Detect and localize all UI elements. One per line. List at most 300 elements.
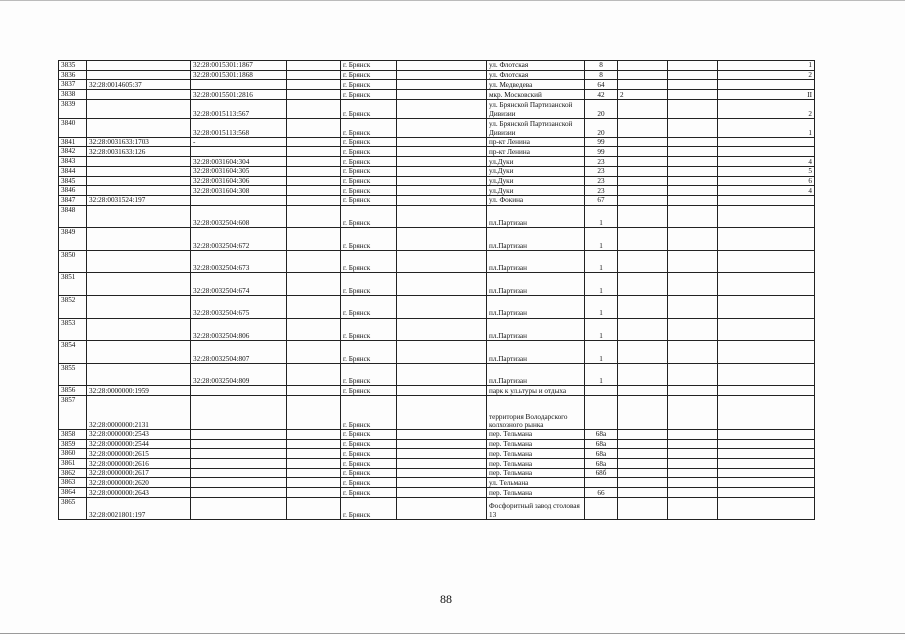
cell-a: 32:28:0000000:2643 — [87, 488, 191, 498]
cell-c — [287, 497, 341, 519]
table-row — [59, 118, 815, 137]
cell-c — [287, 186, 341, 196]
cell-e — [397, 488, 487, 498]
cell-i — [668, 186, 718, 196]
cell-j — [718, 147, 815, 157]
cell-g: 23 — [585, 166, 618, 176]
cell-h — [618, 318, 668, 341]
cell-i — [668, 195, 718, 205]
cell-n: 3843 — [59, 157, 87, 167]
cell-b — [191, 459, 287, 469]
cell-i — [668, 449, 718, 459]
cell-i — [668, 439, 718, 449]
cell-i — [668, 157, 718, 167]
cell-b — [191, 488, 287, 498]
table-row — [59, 61, 815, 71]
cell-h — [618, 386, 668, 396]
table-row — [59, 478, 815, 488]
cell-h — [618, 273, 668, 296]
cell-e — [397, 166, 487, 176]
table-row — [59, 363, 815, 386]
table-row — [59, 250, 815, 273]
table-row — [59, 70, 815, 80]
cell-e — [397, 157, 487, 167]
cell-j — [718, 468, 815, 478]
cell-c — [287, 157, 341, 167]
cell-h — [618, 166, 668, 176]
cell-b — [191, 147, 287, 157]
table-row — [59, 99, 815, 118]
cell-f: мкр. Московский — [487, 90, 585, 100]
cell-f: ул. Флотская — [487, 61, 585, 71]
cell-c — [287, 478, 341, 488]
cell-j — [718, 459, 815, 469]
cell-e — [397, 430, 487, 440]
cell-g: 8 — [585, 61, 618, 71]
cell-j — [718, 318, 815, 341]
cell-f: пл.Партизан — [487, 363, 585, 386]
cell-i — [668, 147, 718, 157]
cell-b: 32:28:0032504:809 — [191, 363, 287, 386]
cell-a — [87, 61, 191, 71]
cell-g: 1 — [585, 205, 618, 228]
cell-a — [87, 318, 191, 341]
cell-h — [618, 195, 668, 205]
cell-d: г. Брянск — [341, 186, 397, 196]
cell-j — [718, 363, 815, 386]
cell-i — [668, 295, 718, 318]
cell-i — [668, 228, 718, 251]
register-body — [59, 61, 815, 520]
cell-b: 32:28:0031604:305 — [191, 166, 287, 176]
cell-f: пр-кт Ленина — [487, 137, 585, 147]
cell-n: 3854 — [59, 341, 87, 364]
table-row — [59, 386, 815, 396]
cell-e — [397, 468, 487, 478]
cell-c — [287, 250, 341, 273]
cell-j: 2 — [718, 70, 815, 80]
table-row — [59, 439, 815, 449]
cell-d: г. Брянск — [341, 90, 397, 100]
cell-g: 23 — [585, 157, 618, 167]
cell-f: пер. Тельмана — [487, 439, 585, 449]
cell-c — [287, 459, 341, 469]
cell-h — [618, 396, 668, 430]
cell-a: 32:28:0000000:2617 — [87, 468, 191, 478]
cell-f: ул.Дуки — [487, 176, 585, 186]
table-row — [59, 176, 815, 186]
cell-c — [287, 99, 341, 118]
cell-b — [191, 195, 287, 205]
cell-j: II — [718, 90, 815, 100]
cell-g — [585, 478, 618, 488]
cell-h — [618, 468, 668, 478]
cell-g — [585, 497, 618, 519]
cell-h — [618, 157, 668, 167]
cell-i — [668, 430, 718, 440]
cell-c — [287, 439, 341, 449]
cell-n: 3842 — [59, 147, 87, 157]
cell-g: 67 — [585, 195, 618, 205]
cell-d: г. Брянск — [341, 70, 397, 80]
cell-d: г. Брянск — [341, 99, 397, 118]
cell-b: 32:28:0032504:807 — [191, 341, 287, 364]
cell-n: 3851 — [59, 273, 87, 296]
cell-a: 32:28:0031633:126 — [87, 147, 191, 157]
cell-b — [191, 430, 287, 440]
cell-n: 3847 — [59, 195, 87, 205]
cell-b — [191, 449, 287, 459]
cell-e — [397, 137, 487, 147]
cell-f: пл.Партизан — [487, 228, 585, 251]
cell-i — [668, 497, 718, 519]
cell-f: пер. Тельмана — [487, 459, 585, 469]
cell-i — [668, 137, 718, 147]
cell-f: ул. Медведева — [487, 80, 585, 90]
cell-n: 3839 — [59, 99, 87, 118]
cell-i — [668, 363, 718, 386]
cell-c — [287, 273, 341, 296]
cell-d: г. Брянск — [341, 250, 397, 273]
cell-e — [397, 449, 487, 459]
cell-b: 32:28:0015301:1867 — [191, 61, 287, 71]
cell-i — [668, 205, 718, 228]
cell-c — [287, 205, 341, 228]
cell-f: пл.Партизан — [487, 205, 585, 228]
cell-n: 3835 — [59, 61, 87, 71]
cell-b — [191, 386, 287, 396]
cell-g: 68б — [585, 468, 618, 478]
cell-c — [287, 341, 341, 364]
table-row — [59, 449, 815, 459]
cell-e — [397, 147, 487, 157]
cell-b: 32:28:0032504:806 — [191, 318, 287, 341]
cell-i — [668, 70, 718, 80]
cell-a — [87, 250, 191, 273]
cell-e — [397, 70, 487, 80]
cell-j — [718, 430, 815, 440]
cell-h — [618, 176, 668, 186]
cell-h — [618, 70, 668, 80]
cell-n: 3859 — [59, 439, 87, 449]
scan-edge-bottom — [0, 633, 905, 634]
cell-c — [287, 363, 341, 386]
cell-b: 32:28:0031604:306 — [191, 176, 287, 186]
table-row — [59, 468, 815, 478]
cell-g: 20 — [585, 99, 618, 118]
cell-h — [618, 80, 668, 90]
cell-a: 32:28:0000000:2543 — [87, 430, 191, 440]
cell-d: г. Брянск — [341, 80, 397, 90]
cell-b — [191, 468, 287, 478]
cell-h — [618, 147, 668, 157]
cell-b: 32:28:0032504:672 — [191, 228, 287, 251]
cell-d: г. Брянск — [341, 195, 397, 205]
cell-c — [287, 118, 341, 137]
cell-n: 3861 — [59, 459, 87, 469]
table-row — [59, 497, 815, 519]
cell-i — [668, 176, 718, 186]
cell-d: г. Брянск — [341, 363, 397, 386]
cell-e — [397, 90, 487, 100]
cell-e — [397, 176, 487, 186]
cell-b — [191, 439, 287, 449]
cell-b: 32:28:0032504:608 — [191, 205, 287, 228]
cell-h — [618, 186, 668, 196]
cell-d: г. Брянск — [341, 396, 397, 430]
table-row — [59, 228, 815, 251]
cell-g: 1 — [585, 363, 618, 386]
table-row — [59, 273, 815, 296]
table-row — [59, 80, 815, 90]
table-row — [59, 166, 815, 176]
cell-n: 3844 — [59, 166, 87, 176]
cell-a — [87, 363, 191, 386]
cell-i — [668, 99, 718, 118]
cell-f: пл.Партизан — [487, 250, 585, 273]
cell-b — [191, 80, 287, 90]
table-row — [59, 90, 815, 100]
cell-e — [397, 318, 487, 341]
cell-a: 32:28:0000000:2616 — [87, 459, 191, 469]
cell-f: ул. Брянской Партизанской Дивизии — [487, 99, 585, 118]
cell-e — [397, 396, 487, 430]
cell-f: пер. Тельмана — [487, 488, 585, 498]
cell-b: 32:28:0032504:674 — [191, 273, 287, 296]
cell-h — [618, 250, 668, 273]
cell-i — [668, 468, 718, 478]
cell-f: ул.Дуки — [487, 186, 585, 196]
cell-i — [668, 273, 718, 296]
cell-g: 20 — [585, 118, 618, 137]
cell-b: 32:28:0031604:308 — [191, 186, 287, 196]
cell-d: г. Брянск — [341, 430, 397, 440]
cell-i — [668, 386, 718, 396]
cell-g: 23 — [585, 176, 618, 186]
cell-d: г. Брянск — [341, 273, 397, 296]
cell-a: 32:28:0021801:197 — [87, 497, 191, 519]
cell-e — [397, 439, 487, 449]
cell-j — [718, 449, 815, 459]
cell-d: г. Брянск — [341, 137, 397, 147]
cell-e — [397, 186, 487, 196]
table-row — [59, 295, 815, 318]
cell-d: г. Брянск — [341, 157, 397, 167]
cell-d: г. Брянск — [341, 386, 397, 396]
cell-h — [618, 449, 668, 459]
cell-d: г. Брянск — [341, 497, 397, 519]
cell-h — [618, 118, 668, 137]
cell-h — [618, 488, 668, 498]
cell-a — [87, 186, 191, 196]
cell-j: 4 — [718, 157, 815, 167]
cell-n: 3855 — [59, 363, 87, 386]
cell-d: г. Брянск — [341, 176, 397, 186]
cell-j: 6 — [718, 176, 815, 186]
cell-a — [87, 99, 191, 118]
cell-h — [618, 228, 668, 251]
table-row — [59, 318, 815, 341]
cell-h — [618, 478, 668, 488]
cell-b: 32:28:0015301:1868 — [191, 70, 287, 80]
cell-a: 32:28:0000000:1959 — [87, 386, 191, 396]
cell-n: 3863 — [59, 478, 87, 488]
cell-d: г. Брянск — [341, 318, 397, 341]
cell-a — [87, 228, 191, 251]
cell-h — [618, 61, 668, 71]
cell-b: 32:28:0032504:673 — [191, 250, 287, 273]
cell-e — [397, 99, 487, 118]
cell-c — [287, 137, 341, 147]
cell-f: пл.Партизан — [487, 318, 585, 341]
cell-g: 68а — [585, 439, 618, 449]
cell-b: 32:28:0031604:304 — [191, 157, 287, 167]
cell-n: 3864 — [59, 488, 87, 498]
cell-c — [287, 488, 341, 498]
table-row — [59, 205, 815, 228]
cell-j — [718, 273, 815, 296]
cell-i — [668, 459, 718, 469]
table-row — [59, 430, 815, 440]
cell-i — [668, 250, 718, 273]
cell-g: 64 — [585, 80, 618, 90]
cell-d: г. Брянск — [341, 166, 397, 176]
cell-n: 3853 — [59, 318, 87, 341]
cell-n: 3837 — [59, 80, 87, 90]
cell-c — [287, 80, 341, 90]
cell-n: 3836 — [59, 70, 87, 80]
cell-h — [618, 430, 668, 440]
table-row — [59, 147, 815, 157]
cell-f: пер. Тельмана — [487, 430, 585, 440]
cell-g: 1 — [585, 295, 618, 318]
cell-e — [397, 80, 487, 90]
cell-g: 1 — [585, 341, 618, 364]
cell-a — [87, 70, 191, 80]
cell-c — [287, 430, 341, 440]
cell-d: г. Брянск — [341, 228, 397, 251]
cell-c — [287, 147, 341, 157]
cell-c — [287, 396, 341, 430]
cell-h — [618, 341, 668, 364]
cell-c — [287, 195, 341, 205]
cell-h — [618, 439, 668, 449]
cell-g — [585, 396, 618, 430]
cell-d: г. Брянск — [341, 478, 397, 488]
cell-a: 32:28:0000000:2620 — [87, 478, 191, 488]
cell-n: 3860 — [59, 449, 87, 459]
cell-c — [287, 61, 341, 71]
cell-n: 3865 — [59, 497, 87, 519]
cell-f: пл.Партизан — [487, 295, 585, 318]
cell-j — [718, 228, 815, 251]
cell-n: 3852 — [59, 295, 87, 318]
cell-e — [397, 61, 487, 71]
cell-j — [718, 396, 815, 430]
cell-g — [585, 386, 618, 396]
cell-g: 68а — [585, 430, 618, 440]
cell-g: 1 — [585, 250, 618, 273]
cell-n: 3862 — [59, 468, 87, 478]
cell-j: 1 — [718, 118, 815, 137]
cell-n: 3849 — [59, 228, 87, 251]
cell-c — [287, 70, 341, 80]
cell-n: 3848 — [59, 205, 87, 228]
cell-j — [718, 386, 815, 396]
cell-d: г. Брянск — [341, 488, 397, 498]
cell-a — [87, 273, 191, 296]
cell-f: Фосфоритный завод столовая 13 — [487, 497, 585, 519]
table-row — [59, 396, 815, 430]
cell-i — [668, 478, 718, 488]
cell-j: 4 — [718, 186, 815, 196]
cell-f: парк к ул.ьтуры и отдыха — [487, 386, 585, 396]
cell-f: ул. Брянской Партизанской Дивизии — [487, 118, 585, 137]
cell-e — [397, 341, 487, 364]
cell-j — [718, 488, 815, 498]
cell-e — [397, 363, 487, 386]
cell-e — [397, 118, 487, 137]
cell-j — [718, 205, 815, 228]
cell-j — [718, 80, 815, 90]
property-register-table — [58, 60, 815, 520]
cell-g: 8 — [585, 70, 618, 80]
cell-i — [668, 396, 718, 430]
cell-n: 3857 — [59, 396, 87, 430]
cell-g: 1 — [585, 228, 618, 251]
cell-f: территория Володарского колхозного рынка — [487, 396, 585, 430]
cell-h — [618, 99, 668, 118]
cell-c — [287, 176, 341, 186]
cell-j — [718, 341, 815, 364]
cell-h — [618, 295, 668, 318]
cell-j: 5 — [718, 166, 815, 176]
cell-g: 68а — [585, 459, 618, 469]
cell-e — [397, 250, 487, 273]
cell-j — [718, 137, 815, 147]
cell-a — [87, 205, 191, 228]
cell-d: г. Брянск — [341, 459, 397, 469]
cell-e — [397, 478, 487, 488]
cell-f: пер. Тельмана — [487, 468, 585, 478]
cell-b — [191, 497, 287, 519]
cell-f: ул.Дуки — [487, 166, 585, 176]
cell-g: 1 — [585, 318, 618, 341]
cell-a: 32:28:0031524:197 — [87, 195, 191, 205]
cell-f: ул. Флотская — [487, 70, 585, 80]
table-row — [59, 488, 815, 498]
cell-e — [397, 386, 487, 396]
table-row — [59, 459, 815, 469]
cell-e — [397, 195, 487, 205]
cell-a — [87, 176, 191, 186]
cell-h — [618, 205, 668, 228]
cell-e — [397, 295, 487, 318]
cell-i — [668, 341, 718, 364]
cell-a: 32:28:0014605:37 — [87, 80, 191, 90]
cell-a — [87, 157, 191, 167]
cell-e — [397, 228, 487, 251]
cell-i — [668, 318, 718, 341]
cell-g: 99 — [585, 137, 618, 147]
cell-g: 23 — [585, 186, 618, 196]
table-row — [59, 341, 815, 364]
cell-n: 3845 — [59, 176, 87, 186]
cell-d: г. Брянск — [341, 205, 397, 228]
cell-j — [718, 497, 815, 519]
cell-a: 32:28:0000000:2544 — [87, 439, 191, 449]
cell-h — [618, 497, 668, 519]
